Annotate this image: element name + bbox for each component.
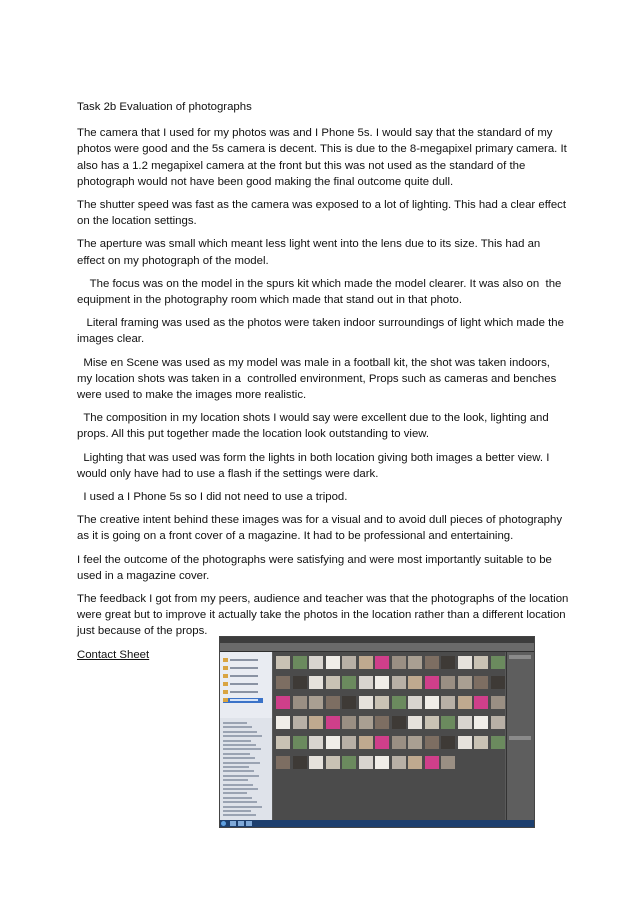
photo-thumbnail [359, 736, 373, 749]
filter-item [223, 788, 258, 790]
photo-thumbnail [425, 756, 439, 769]
photo-thumbnail [309, 736, 323, 749]
photo-thumbnail [392, 736, 406, 749]
photo-thumbnail [408, 716, 422, 729]
photo-thumbnail [342, 716, 356, 729]
photo-thumbnail [276, 656, 290, 669]
taskbar-app-icon [238, 821, 244, 826]
photo-thumbnail [375, 756, 389, 769]
filter-item [223, 770, 254, 772]
photo-thumbnail [309, 696, 323, 709]
photo-thumbnail [441, 756, 455, 769]
photo-thumbnail [425, 696, 439, 709]
paragraph: Literal framing was used as the photos were taken indoor surroundings of light which made the images clear. [77, 317, 568, 346]
photo-thumbnail [441, 676, 455, 689]
folder-item [223, 690, 263, 695]
paragraph: The feedback I got from my peers, audience and teacher was that the photographs of the location were great but to improve it actually take the photos in the location rather than a different location just because of the props. [77, 593, 569, 638]
folder-item-selected [223, 698, 263, 703]
photo-thumbnail [491, 736, 505, 749]
filter-item [223, 753, 250, 755]
photo-thumbnail [458, 716, 472, 729]
folder-item [223, 682, 263, 687]
folder-icon [223, 666, 228, 670]
photo-thumbnail [408, 736, 422, 749]
paragraph: The camera that I used for my photos was and I Phone 5s. I would say that the standard of my photos were good and the 5s camera is decent. This is due to the 8-megapixel primary camera. It also has a 1.2 megapixel camera at the front but this was not used as the standard of the photograph would not have been good making the final outcome quite dull. [77, 127, 567, 188]
folder-icon [223, 690, 228, 694]
photo-thumbnail [474, 656, 488, 669]
photo-thumbnail [474, 696, 488, 709]
photo-thumbnail [359, 656, 373, 669]
document-body [77, 99, 567, 663]
photo-thumbnail [408, 676, 422, 689]
photo-thumbnail [342, 756, 356, 769]
photo-thumbnail [458, 676, 472, 689]
photo-thumbnail [392, 716, 406, 729]
filter-item [223, 748, 261, 750]
filter-item [223, 766, 249, 768]
photo-thumbnail [276, 756, 290, 769]
photo-thumbnail [276, 736, 290, 749]
filter-item [223, 722, 247, 724]
photo-thumbnail [326, 716, 340, 729]
photo-thumbnail [474, 736, 488, 749]
photo-thumbnail [326, 736, 340, 749]
photo-thumbnail [441, 716, 455, 729]
folder-icon [223, 674, 228, 678]
folder-icon [223, 658, 228, 662]
photo-thumbnail [293, 696, 307, 709]
filter-item [223, 731, 257, 733]
photo-thumbnail [276, 676, 290, 689]
photo-thumbnail [293, 756, 307, 769]
photo-thumbnail [408, 756, 422, 769]
taskbar [220, 820, 534, 827]
photo-thumbnail [474, 716, 488, 729]
taskbar-app-icon [246, 821, 252, 826]
photo-thumbnail [491, 656, 505, 669]
photo-thumbnail [359, 676, 373, 689]
filter-item [223, 740, 251, 742]
paragraph: The creative intent behind these images was for a visual and to avoid dull pieces of photography as it is going on a front cover of a magazine. It had to be professional and entertaining. [77, 514, 563, 543]
photo-thumbnail [458, 736, 472, 749]
photo-thumbnail [425, 656, 439, 669]
photo-thumbnail [491, 716, 505, 729]
taskbar-app-icon [230, 821, 236, 826]
page-title: Task 2b Evaluation of photographs [77, 101, 252, 113]
photo-thumbnail [309, 656, 323, 669]
photo-thumbnail [342, 656, 356, 669]
photo-thumbnail [408, 696, 422, 709]
photo-thumbnail [326, 656, 340, 669]
filter-item [223, 726, 252, 728]
photo-thumbnail [474, 676, 488, 689]
paragraph: I used a I Phone 5s so I did not need to use a tripod. [77, 491, 348, 504]
photo-thumbnail [342, 696, 356, 709]
photo-thumbnail [375, 716, 389, 729]
photo-thumbnail [425, 676, 439, 689]
photo-thumbnail [359, 696, 373, 709]
photo-thumbnail [309, 756, 323, 769]
paragraph: Lighting that was used was form the lights in both location giving both images a better view. I would only have had to use a flash if the settings were dark. [77, 451, 553, 480]
photo-thumbnail [375, 696, 389, 709]
photo-thumbnail [375, 676, 389, 689]
photo-thumbnail [425, 736, 439, 749]
paragraph: The shutter speed was fast as the camera was exposed to a lot of lighting. This had a clear effect on the location settings. [77, 199, 567, 228]
photo-thumbnail [392, 676, 406, 689]
filter-item [223, 744, 256, 746]
paragraph: Mise en Scene was used as my model was male in a football kit, the shot was taken indoors, my location shots was taken in a controlled environment, Props such as cameras and benches were used to make the images more realistic. [77, 356, 560, 402]
folder-icon [223, 682, 228, 686]
photo-thumbnail [375, 656, 389, 669]
filter-item [223, 797, 252, 799]
photo-thumbnail [491, 676, 505, 689]
photo-thumbnail [392, 656, 406, 669]
photo-thumbnail [359, 756, 373, 769]
photo-thumbnail [392, 696, 406, 709]
photo-thumbnail [293, 676, 307, 689]
photo-thumbnail [441, 736, 455, 749]
photo-thumbnail [326, 696, 340, 709]
toolbar [220, 643, 534, 652]
photo-thumbnail [309, 676, 323, 689]
filter-panel [220, 718, 272, 820]
filter-item [223, 779, 248, 781]
start-icon [221, 821, 226, 826]
preview-tab [509, 655, 531, 659]
photo-thumbnail [293, 736, 307, 749]
filter-item [223, 775, 259, 777]
photo-thumbnail [441, 656, 455, 669]
folders-panel [220, 652, 272, 718]
photo-thumbnail [276, 716, 290, 729]
paragraph: The aperture was small which meant less light went into the lens due to its size. This had an effect on my photograph of the model. [77, 238, 541, 267]
filter-item [223, 806, 262, 808]
photo-thumbnail [441, 696, 455, 709]
photo-thumbnail [359, 716, 373, 729]
paragraph: The focus was on the model in the spurs kit which made the model clearer. It was also on the equipment in the photography room which made that stand out in that photo. [77, 277, 565, 307]
photo-thumbnail [458, 656, 472, 669]
thumbnail-grid [273, 652, 505, 820]
folder-item [223, 658, 263, 663]
filter-item [223, 735, 262, 737]
photo-thumbnail [276, 696, 290, 709]
folder-item [223, 666, 263, 671]
filter-item [223, 814, 256, 816]
photo-thumbnail [326, 756, 340, 769]
photo-thumbnail [326, 676, 340, 689]
photo-thumbnail [458, 696, 472, 709]
filter-item [223, 810, 251, 812]
metadata-tab [509, 736, 531, 740]
filter-item [223, 757, 255, 759]
photo-thumbnail [342, 676, 356, 689]
photo-thumbnail [408, 656, 422, 669]
preview-panel [506, 652, 535, 820]
contact-sheet-label: Contact Sheet [77, 648, 150, 661]
folder-icon [223, 698, 228, 702]
photo-thumbnail [293, 656, 307, 669]
filter-item [223, 792, 247, 794]
photo-thumbnail [293, 716, 307, 729]
paragraph: I feel the outcome of the photographs were satisfying and were most importantly suitable to be used in a magazine cover. [77, 553, 552, 582]
folder-item [223, 674, 263, 679]
photo-thumbnail [342, 736, 356, 749]
photo-thumbnail [491, 696, 505, 709]
photo-thumbnail [375, 736, 389, 749]
photo-thumbnail [309, 716, 323, 729]
filter-item [223, 762, 260, 764]
filter-item [223, 784, 253, 786]
contact-sheet-screenshot [219, 636, 535, 828]
photo-thumbnail [392, 756, 406, 769]
paragraph: The composition in my location shots I would say were excellent due to the look, lighting and props. All this put together made the location look outstanding to view. [77, 412, 552, 441]
photo-thumbnail [425, 716, 439, 729]
filter-item [223, 801, 257, 803]
